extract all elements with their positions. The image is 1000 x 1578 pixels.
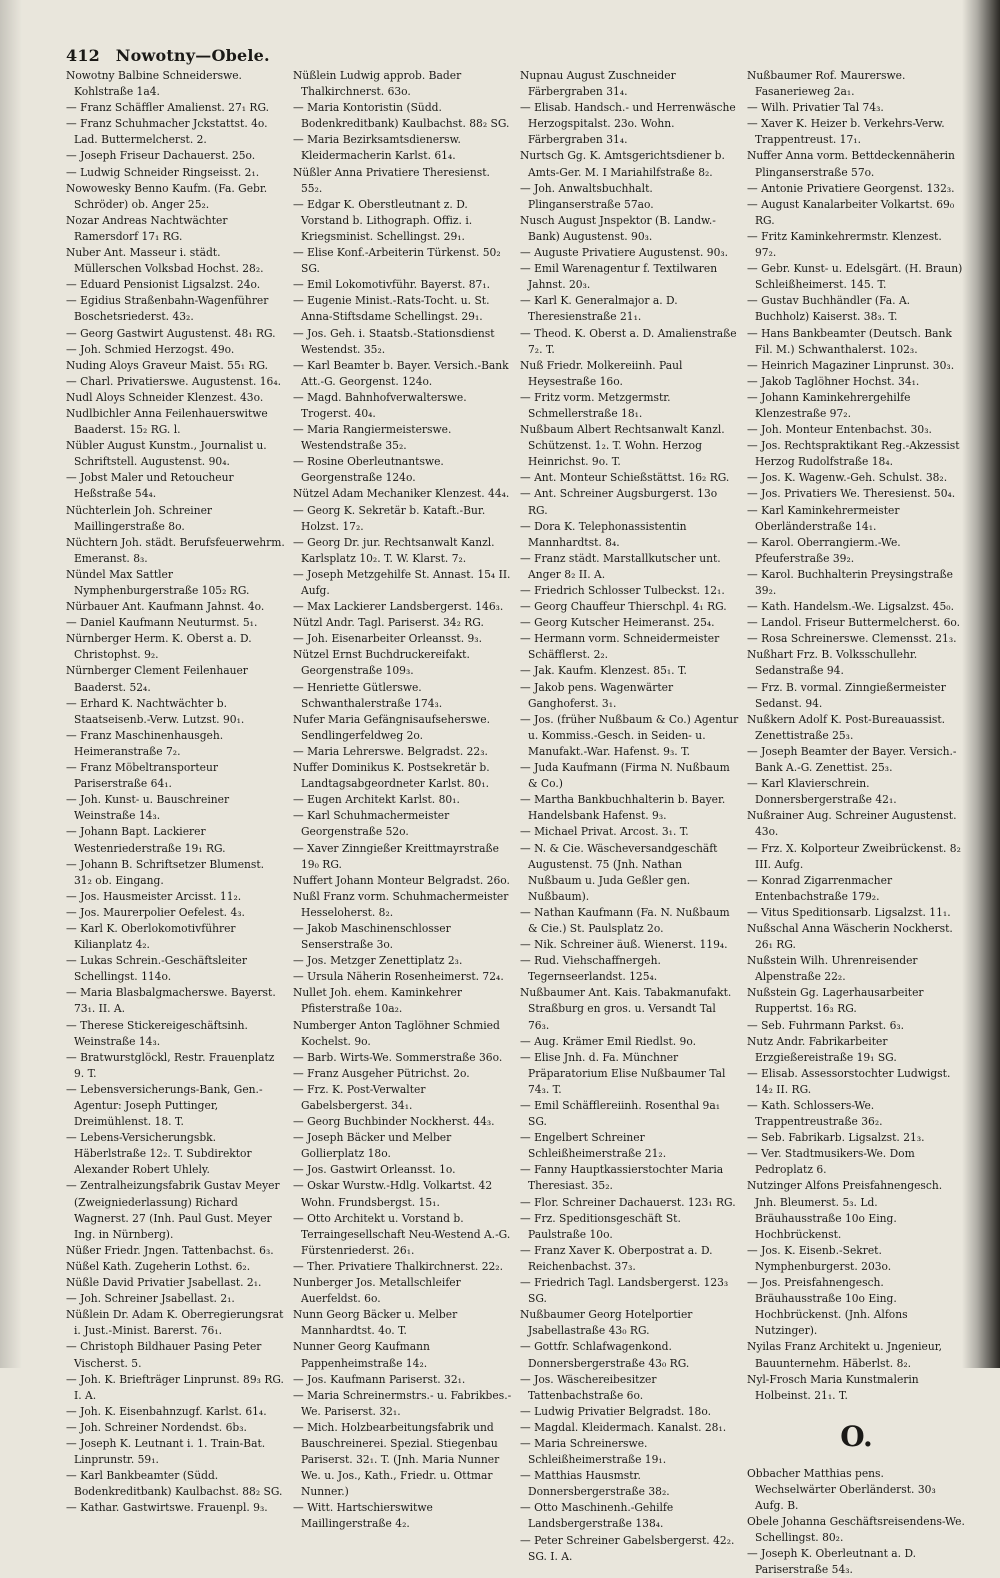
directory-entry: Nuffer Dominikus K. Postsekretär b. Landtagsabgeordneter Karlst. 80₁. xyxy=(293,761,490,791)
directory-entry: — Georg Dr. jur. Rechtsanwalt Kanzl. Karlsplatz 10₂. T. W. Klarst. 7₂. xyxy=(293,535,495,565)
directory-entry: — Franz städt. Marstallkutscher unt. Anger 8₂ II. A. xyxy=(520,551,721,581)
directory-entry: — Dora K. Telephonassistentin Mannhardtst. 8₄. xyxy=(520,519,687,549)
directory-entry: — Engelbert Schreiner Schleißheimerstraße 21₂. xyxy=(520,1131,667,1161)
directory-entry: — Ant. Schreiner Augsburgerst. 13o RG. xyxy=(520,487,718,517)
directory-entry: Nuß Friedr. Molkereiinh. Paul Heysestraße 16o. xyxy=(520,358,683,388)
directory-entry: Obbacher Matthias pens. Wechselwärter Oberländerst. 30₃ Aufg. B. xyxy=(747,1466,936,1512)
directory-entry: — Bratwurstglöckl, Restr. Frauenplatz 9. T. xyxy=(66,1050,275,1080)
directory-columns xyxy=(66,68,966,1577)
directory-entry: — Flor. Schreiner Dachauerst. 123₁ RG. xyxy=(520,1195,736,1209)
directory-entry: Nozar Andreas Nachtwächter Ramersdorf 17₁ RG. xyxy=(66,213,228,243)
directory-entry: — Franz Ausgeher Pütrichst. 2o. xyxy=(293,1066,470,1080)
section-letter-heading: O. xyxy=(840,1419,873,1453)
directory-entry: Nunner Georg Kaufmann Pappenheimstraße 14₂. xyxy=(293,1340,430,1370)
directory-entry: — Otto Maschinenh.-Gehilfe Landsbergerstraße 138₄. xyxy=(520,1501,674,1531)
directory-entry: — Eugenie Minist.-Rats-Tocht. u. St. Anna-Stiftsdame Schellingst. 29₁. xyxy=(293,294,490,324)
directory-entry: — Matthias Hausmstr. Donnersbergerstraße 38₂. xyxy=(520,1469,670,1499)
directory-entry: — Jos. K. Wagenw.-Geh. Schulst. 38₂. xyxy=(747,471,948,485)
directory-entry: — Joseph K. Oberleutnant a. D. Pariserstraße 54₃. xyxy=(747,1547,917,1577)
page-number: 412 xyxy=(66,46,100,65)
directory-entry: — Ursula Näherin Rosenheimerst. 72₄. xyxy=(293,970,504,984)
directory-entry: — Friedrich Tagl. Landsbergerst. 123₃ SG. xyxy=(520,1276,729,1306)
directory-entry: — Kathar. Gastwirtswe. Frauenpl. 9₃. xyxy=(66,1501,268,1515)
directory-entry: — Magd. Bahnhofverwalterswe. Trogerst. 40₄. xyxy=(293,390,467,420)
directory-entry: — Johann Kaminkehrergehilfe Klenzestraße 97₂. xyxy=(747,390,911,420)
directory-entry: — Jos. Kaufmann Pariserst. 32₁. xyxy=(293,1372,466,1386)
directory-entry: — Jakob Maschinenschlosser Senserstraße 3o. xyxy=(293,921,451,952)
directory-entry: — Gebr. Kunst- u. Edelsgärt. (H. Braun) Schleißheimerst. 145. T. xyxy=(747,262,963,292)
directory-entry: — Jos. Rechtspraktikant Reg.-Akzessist Herzog Rudolfstraße 18₄. xyxy=(747,439,960,469)
directory-entry: Nübler August Kunstm., Journalist u. Schriftstell. Augustenst. 90₄. xyxy=(66,439,267,469)
directory-entry: — Landol. Friseur Buttermelcherst. 6o. xyxy=(747,616,961,630)
directory-entry: — Joh. Schmied Herzogst. 49o. xyxy=(66,342,235,356)
directory-entry: — Jos. K. Eisenb.-Sekret. Nymphenburgerst. 203o. xyxy=(747,1243,892,1273)
directory-entry: — Johann Bapt. Lackierer Westenriederstraße 19₁ RG. xyxy=(66,825,226,855)
directory-entry: — Vitus Speditionsarb. Ligsalzst. 11₁. xyxy=(747,905,951,919)
directory-entry: — Gottfr. Schlafwagenkond. Donnersbergerstraße 43₀ RG. xyxy=(520,1340,690,1370)
directory-entry: — Fritz Kaminkehrermstr. Klenzest. 97₂. xyxy=(747,229,942,260)
directory-entry: — Martha Bankbuchhalterin b. Bayer. Handelsbank Hafenst. 9₃. xyxy=(520,793,726,823)
directory-entry: — Jos. Gastwirt Orleansst. 1o. xyxy=(293,1163,456,1177)
directory-entry: Nupnau August Zuschneider Färbergraben 31₄. xyxy=(520,69,676,99)
directory-entry: Nurtsch Gg. K. Amtsgerichtsdiener b. Amts-Ger. M. I Mariahilfstraße 8₂. xyxy=(520,149,725,179)
directory-entry: Nürbauer Ant. Kaufmann Jahnst. 4o. xyxy=(66,600,265,614)
directory-entry: — Elisab. Assessorstochter Ludwigst. 14₂ II. RG. xyxy=(747,1066,951,1096)
directory-entry: — Seb. Fuhrmann Parkst. 6₃. xyxy=(747,1018,905,1032)
directory-entry: Nüßle David Privatier Jsabellast. 2₁. xyxy=(66,1276,262,1290)
directory-entry: — Joseph Beamter der Bayer. Versich.-Bank A.-G. Zenettist. 25₃. xyxy=(747,744,957,775)
directory-entry: — Joseph Friseur Dachauerst. 25o. xyxy=(66,149,256,163)
directory-entry: — Charl. Privatierswe. Augustenst. 16₄. xyxy=(66,374,282,388)
directory-entry: — Frz. K. Post-Verwalter Gabelsbergerst. 34₁. xyxy=(293,1082,426,1112)
directory-column-4 xyxy=(747,68,966,1577)
running-title: Nowotny—Obele. xyxy=(115,46,270,65)
directory-entry: — Frz. B. vormal. Zinngießermeister Sedanst. 94. xyxy=(747,680,946,710)
directory-entry: Nußkern Adolf K. Post-Bureauassist. Zenettistraße 25₃. xyxy=(747,712,946,742)
directory-entry: — Mich. Holzbearbeitungsfabrik und Bauschreinerei. Spezial. Stiegenbau Pariserst. 32₁. T. (Jnh. Maria Nunner We. u. Jos., Kath., Friedr. u. Ottmar Nunner.) xyxy=(293,1420,500,1499)
directory-entry: — Jos. Metzger Zenettiplatz 2₃. xyxy=(293,954,463,968)
directory-entry: Nußbaumer Georg Hotelportier Jsabellastraße 43₀ RG. xyxy=(520,1308,693,1338)
directory-entry: — Maria Rangiermeisterswe. Westendstraße 35₂. xyxy=(293,423,452,453)
directory-entry: — Karl Bankbeamter (Südd. Bodenkreditbank) Kaulbachst. 88₂ SG. xyxy=(66,1469,283,1499)
directory-entry: Nußrainer Aug. Schreiner Augustenst. 43o. xyxy=(747,809,957,839)
directory-entry: Nußhart Frz. B. Volksschullehr. Sedanstraße 94. xyxy=(747,648,918,678)
directory-entry: — Max Lackierer Landsbergerst. 146₃. xyxy=(293,600,504,614)
directory-entry: Nündel Max Sattler Nymphenburgerstraße 105₂ RG. xyxy=(66,567,250,597)
directory-entry: — Rosine Oberleutnantswe. Georgenstraße 124o. xyxy=(293,455,444,485)
directory-entry: — Jos. Hausmeister Arcisst. 11₂. xyxy=(66,889,242,903)
directory-entry: — Oskar Wurstw.-Hdlg. Volkartst. 42 Wohn. Frundsbergst. 15₁. xyxy=(293,1179,493,1209)
directory-entry: — Jos. Geh. i. Staatsb.-Stationsdienst Westendst. 35₂. xyxy=(293,326,495,356)
directory-entry: — Frz. X. Kolporteur Zweibrückenst. 8₂ III. Aufg. xyxy=(747,841,961,871)
directory-entry: — Karl Schuhmachermeister Georgenstraße 52o. xyxy=(293,809,450,839)
directory-entry: — Egidius Straßenbahn-Wagenführer Boschetsriederst. 43₂. xyxy=(66,294,269,324)
directory-entry: — Joh. Kunst- u. Bauschreiner Weinstraße 14₃. xyxy=(66,793,230,823)
directory-entry: Nowotny Balbine Schneiderswe. Kohlstraße 1a4. xyxy=(66,69,242,99)
directory-entry: Obele Johanna Geschäftsreisendens-We. Schellingst. 80₂. xyxy=(747,1515,965,1545)
directory-entry: — Jos. Maurerpolier Oefelest. 4₃. xyxy=(66,905,245,919)
directory-entry: Numberger Anton Taglöhner Schmied Kochelst. 9o. xyxy=(293,1018,500,1048)
directory-entry: — Lebensversicherungs-Bank, Gen.-Agentur: Joseph Puttinger, Dreimühlenst. 18. T. xyxy=(66,1082,263,1129)
directory-entry: — Eduard Pensionist Ligsalzst. 24o. xyxy=(66,278,261,292)
directory-entry: — Georg K. Sekretär b. Kataft.-Bur. Holzst. 17₂. xyxy=(293,503,486,533)
directory-entry: — Karl K. Oberlokomotivführer Kilianplatz 4₂. xyxy=(66,921,236,952)
directory-entry: — Maria Bezirksamtsdienersw. Kleidermacherin Karlst. 61₄. xyxy=(293,133,461,163)
directory-entry: — Ludwig Privatier Belgradst. 18o. xyxy=(520,1404,711,1418)
directory-entry: — Georg Chauffeur Thierschpl. 4₁ RG. xyxy=(520,600,727,614)
directory-entry: — Antonie Privatiere Georgenst. 132₃. xyxy=(747,181,955,195)
directory-entry: Nüßlein Ludwig approb. Bader Thalkirchnerst. 63o. xyxy=(293,69,462,99)
directory-entry: — Nathan Kaufmann (Fa. N. Nußbaum & Cie.) St. Paulsplatz 2o. xyxy=(520,905,730,935)
directory-entry: Nüßler Anna Privatiere Theresienst. 55₂. xyxy=(293,165,490,195)
directory-entry: Nützel Ernst Buchdruckereifakt. Georgenstraße 109₃. xyxy=(293,648,470,678)
directory-entry: — Heinrich Magaziner Linprunst. 30₃. xyxy=(747,358,955,372)
directory-entry: — Jos. Wäschereibesitzer Tattenbachstraße 6o. xyxy=(520,1372,657,1402)
directory-entry: — Fanny Hauptkassierstochter Maria Theresiast. 35₂. xyxy=(520,1163,724,1193)
directory-entry: — Emil Warenagentur f. Textilwaren Jahnst. 20₃. xyxy=(520,262,718,292)
directory-entry: — Jak. Kaufm. Klenzest. 85₁. T. xyxy=(520,664,687,678)
directory-entry: — Maria Kontoristin (Südd. Bodenkreditbank) Kaulbachst. 88₂ SG. xyxy=(293,101,510,131)
directory-entry: — Jos. (früher Nußbaum & Co.) Agentur u. Kommiss.-Gesch. in Seiden- u. Manufakt.-War. Hafenst. 9₃. T. xyxy=(520,712,739,758)
directory-entry: — Zentralheizungsfabrik Gustav Meyer (Zweigniederlassung) Richard Wagnerst. 27 (Inh. Paul Gust. Meyer Ing. in Nürnberg). xyxy=(66,1179,280,1241)
directory-entry: — Emil Lokomotivführ. Bayerst. 87₁. xyxy=(293,278,491,292)
directory-entry: Nützel Adam Mechaniker Klenzest. 44₄. xyxy=(293,487,510,501)
directory-entry: Nuber Ant. Masseur i. städt. Müllerschen Volksbad Hochst. 28₂. xyxy=(66,246,264,276)
directory-entry: Nutz Andr. Fabrikarbeiter Erzgießereistraße 19₁ SG. xyxy=(747,1034,897,1064)
directory-entry: — Joh. Schreiner Nordendst. 6b₃. xyxy=(66,1420,247,1434)
directory-entry: — Joh. K. Briefträger Linprunst. 89₃ RG. I. A. xyxy=(66,1372,284,1402)
directory-entry: — Barb. Wirts-We. Sommerstraße 36o. xyxy=(293,1050,503,1064)
directory-entry: — Michael Privat. Arcost. 3₁. T. xyxy=(520,825,689,839)
directory-entry: — Wilh. Privatier Tal 74₃. xyxy=(747,101,884,115)
directory-entry: Nürnberger Clement Feilenhauer Baaderst. 52₄. xyxy=(66,664,248,694)
directory-entry: — Erhard K. Nachtwächter b. Staatseisenb.-Verw. Lutzst. 90₁. xyxy=(66,696,245,726)
directory-entry: Nußschal Anna Wäscherin Nockherst. 26₁ RG. xyxy=(747,921,953,952)
directory-entry: — Jos. Preisfahnengesch. Bräuhausstraße 10o Eing. Hochbrückenst. (Jnh. Alfons Nutzinger). xyxy=(747,1276,908,1338)
directory-entry: — Joh. Anwaltsbuchhalt. Plinganserstraße 57ao. xyxy=(520,181,654,211)
directory-entry: — Joseph Bäcker und Melber Gollierplatz 18o. xyxy=(293,1131,452,1161)
directory-entry: Nußstein Gg. Lagerhausarbeiter Ruppertst. 16₃ RG. xyxy=(747,986,924,1016)
directory-entry: — Xaver K. Heizer b. Verkehrs-Verw. Trappentreust. 17₁. xyxy=(747,117,945,147)
directory-entry: — Fritz vorm. Metzgermstr. Schmellerstraße 18₁. xyxy=(520,390,671,420)
directory-entry: — Franz Möbeltransporteur Pariserstraße 64₁. xyxy=(66,761,218,791)
directory-entry: — Xaver Zinngießer Kreittmayrstraße 19₀ RG. xyxy=(293,841,499,871)
directory-entry: Nüßlein Dr. Adam K. Oberregierungsrat i. Just.-Minist. Barerst. 76₁. xyxy=(66,1308,284,1338)
directory-entry: Nuffer Anna vorm. Bettdeckennäherin Plinganserstraße 57o. xyxy=(747,149,955,179)
directory-entry: — Joseph K. Leutnant i. 1. Train-Bat. Linprunstr. 59₁. xyxy=(66,1436,266,1467)
directory-entry: — Therese Stickereigeschäftsinh. Weinstraße 14₃. xyxy=(66,1018,248,1048)
directory-entry: — Joh. K. Eisenbahnzugf. Karlst. 61₄. xyxy=(66,1404,267,1418)
directory-entry: — Ther. Privatiere Thalkirchnerst. 22₂. xyxy=(293,1259,503,1273)
directory-entry: — Lukas Schrein.-Geschäftsleiter Schellingst. 114o. xyxy=(66,954,247,984)
directory-entry: — Christoph Bildhauer Pasing Peter Vischerst. 5. xyxy=(66,1340,262,1370)
directory-entry: — Joh. Monteur Entenbachst. 30₃. xyxy=(747,423,932,437)
directory-entry: — Eugen Architekt Karlst. 80₁. xyxy=(293,793,460,807)
directory-entry: Nufer Maria Gefängnisaufseherswe. Sendlingerfeldweg 2o. xyxy=(293,712,491,742)
directory-entry: — Hermann vorm. Schneidermeister Schäfflerst. 2₂. xyxy=(520,632,720,662)
directory-entry: — Karol. Oberrangierm.-We. Pfeuferstraße 39₂. xyxy=(747,535,901,565)
directory-entry: — Maria Schreinermstrs.- u. Fabrikbes.-We. Pariserst. 32₁. xyxy=(293,1388,512,1418)
directory-entry: — Hans Bankbeamter (Deutsch. Bank Fil. M.) Schwanthalerst. 102₃. xyxy=(747,326,952,356)
directory-entry: — Elise Jnh. d. Fa. Münchner Präparatorium Elise Nußbaumer Tal 74₃. T. xyxy=(520,1050,726,1096)
directory-entry: — Elisab. Handsch.- und Herrenwäsche Herzogspitalst. 23o. Wohn. Färbergraben 31₄. xyxy=(520,101,736,147)
directory-entry: — Joh. Schreiner Jsabellast. 2₁. xyxy=(66,1292,235,1306)
directory-entry: — Jobst Maler und Retoucheur Heßstraße 54₄. xyxy=(66,471,234,501)
directory-entry: Nürnberger Herm. K. Oberst a. D. Christophst. 9₂. xyxy=(66,632,252,662)
directory-entry: Nüßer Friedr. Jngen. Tattenbachst. 6₃. xyxy=(66,1243,274,1257)
page-gutter-shadow xyxy=(0,0,22,1368)
directory-entry: — Georg Kutscher Heimeranst. 25₄. xyxy=(520,616,715,630)
directory-entry: — Franz Schäffler Amalienst. 27₁ RG. xyxy=(66,101,270,115)
directory-entry: — Emil Schäfflereiinh. Rosenthal 9a₁ SG. xyxy=(520,1099,720,1129)
directory-entry: — Friedrich Schlosser Tulbeckst. 12₁. xyxy=(520,584,725,597)
directory-entry: — Karl Kaminkehrermeister Oberländerstraße 14₁. xyxy=(747,503,900,533)
directory-entry: — Franz Schuhmacher Jckstattst. 4o. Lad. Buttermelcherst. 2. xyxy=(66,117,268,147)
directory-entry: Nyilas Franz Architekt u. Jngenieur, Bauunternehm. Häberlst. 8₂. xyxy=(747,1340,943,1370)
directory-entry: — August Kanalarbeiter Volkartst. 69₀ RG. xyxy=(747,197,955,227)
directory-entry: — Joseph Metzgehilfe St. Annast. 15₄ II. Aufg. xyxy=(293,567,511,597)
directory-entry: — Lebens-Versicherungsbk. Häberlstraße 12₂. T. Subdirektor Alexander Robert Uhlely. xyxy=(66,1131,252,1177)
page-edge-shadow xyxy=(962,0,1000,1368)
directory-entry: Nützl Andr. Tagl. Pariserst. 34₂ RG. xyxy=(293,616,484,630)
directory-entry: Nunn Georg Bäcker u. Melber Mannhardtst. 4o. T. xyxy=(293,1308,458,1338)
directory-entry: — Theod. K. Oberst a. D. Amalienstraße 7₂. T. xyxy=(520,326,737,356)
directory-entry: — Peter Schreiner Gabelsbergerst. 42₂. SG. I. A. xyxy=(520,1533,735,1563)
directory-entry: — Karl K. Generalmajor a. D. Theresienstraße 21₁. xyxy=(520,294,678,324)
directory-entry: — Aug. Krämer Emil Riedlst. 9o. xyxy=(520,1034,696,1048)
directory-column-3 xyxy=(520,68,739,1563)
directory-entry: — Daniel Kaufmann Neuturmst. 5₁. xyxy=(66,616,258,630)
directory-entry: — Gustav Buchhändler (Fa. A. Buchholz) Kaiserst. 38₃. T. xyxy=(747,294,911,324)
directory-entry: Nußbaumer Ant. Kais. Tabakmanufakt. Straßburg en gros. u. Versandt Tal 76₃. xyxy=(520,986,732,1032)
directory-entry: Nüßel Kath. Zugeherin Lothst. 6₂. xyxy=(66,1259,251,1273)
directory-entry: — Elise Konf.-Arbeiterin Türkenst. 50₂ SG. xyxy=(293,246,501,276)
directory-entry: — Jos. Privatiers We. Theresienst. 50₄. xyxy=(747,487,956,501)
directory-entry: — Johann B. Schriftsetzer Blumenst. 31₂ ob. Eingang. xyxy=(66,857,265,887)
directory-entry: Nusch August Jnspektor (B. Landw.-Bank) Augustenst. 90₃. xyxy=(520,213,716,243)
directory-entry: — Karol. Buchhalterin Preysingstraße 39₂. xyxy=(747,567,953,597)
directory-entry: — Franz Xaver K. Oberpostrat a. D. Reichenbachst. 37₃. xyxy=(520,1243,713,1273)
directory-entry: — Joh. Eisenarbeiter Orleansst. 9₃. xyxy=(293,632,482,646)
directory-entry: — Maria Blasbalgmacherswe. Bayerst. 73₁. II. A. xyxy=(66,986,276,1016)
running-header xyxy=(66,46,946,68)
directory-entry: — Kath. Schlossers-We. Trappentreustraße 36₂. xyxy=(747,1099,883,1129)
directory-entry: Nullet Joh. ehem. Kaminkehrer Pfisterstraße 10a₂. xyxy=(293,986,462,1016)
directory-entry: — Rosa Schreinerswe. Clemensst. 21₃. xyxy=(747,632,957,646)
directory-entry: Nunberger Jos. Metallschleifer Auerfeldst. 6o. xyxy=(293,1276,461,1306)
directory-entry: — Witt. Hartschierswitwe Maillingerstraße 4₂. xyxy=(293,1501,433,1531)
directory-entry: — Maria Lehrerswe. Belgradst. 22₃. xyxy=(293,744,488,758)
directory-entry: Nutzinger Alfons Preisfahnengesch. Jnh. Bleumerst. 5₃. Ld. Bräuhausstraße 10o Eing. Hochbrückenst. xyxy=(747,1179,943,1241)
directory-entry: — Jakob Taglöhner Hochst. 34₁. xyxy=(747,374,920,388)
directory-entry: Nußstein Wilh. Uhrenreisender Alpenstraße 22₂. xyxy=(747,954,918,984)
directory-entry: — Edgar K. Oberstleutnant z. D. Vorstand b. Lithograph. Offiz. i. Kriegsminist. Schellingst. 29₁. xyxy=(293,197,473,243)
directory-column-1 xyxy=(66,68,285,1515)
directory-entry: — Rud. Viehschaffnergeh. Tegernseerlandst. 125₄. xyxy=(520,954,661,984)
directory-entry: — Henriette Gütlerswe. Schwanthalerstraße 174₃. xyxy=(293,680,443,710)
directory-entry: — Juda Kaufmann (Firma N. Nußbaum & Co.) xyxy=(520,761,730,791)
directory-entry: — Frz. Speditionsgeschäft St. Paulstraße 10o. xyxy=(520,1211,681,1241)
directory-entry: Nudl Aloys Schneider Klenzest. 43o. xyxy=(66,390,264,404)
directory-entry: Nüchterlein Joh. Schreiner Maillingerstraße 8o. xyxy=(66,503,213,533)
directory-entry: Nuding Aloys Graveur Maist. 55₁ RG. xyxy=(66,358,269,372)
directory-entry: — Konrad Zigarrenmacher Entenbachstraße 179₂. xyxy=(747,873,893,903)
directory-entry: — Karl Beamter b. Bayer. Versich.-Bank Att.-G. Georgenst. 124o. xyxy=(293,358,509,388)
directory-entry: — Magdal. Kleidermach. Kanalst. 28₁. xyxy=(520,1420,727,1434)
directory-entry: — Kath. Handelsm.-We. Ligsalzst. 45₀. xyxy=(747,600,954,614)
directory-entry: — Seb. Fabrikarb. Ligsalzst. 21₃. xyxy=(747,1131,925,1145)
directory-entry: Nowowesky Benno Kaufm. (Fa. Gebr. Schröder) ob. Anger 25₂. xyxy=(66,181,268,211)
directory-entry: Nuffert Johann Monteur Belgradst. 26o. xyxy=(293,873,510,887)
directory-entry: — Ludwig Schneider Ringseisst. 2₁. xyxy=(66,165,260,179)
directory-entry: — N. & Cie. Wäscheversandgeschäft Augustenst. 75 (Jnh. Nathan Nußbaum u. Juda Geßler gen. Nußbaum). xyxy=(520,841,718,903)
directory-entry: Nußbaumer Rof. Maurerswe. Fasanerieweg 2a₁. xyxy=(747,69,906,99)
directory-entry: — Maria Schreinerswe. Schleißheimerstraße 19₁. xyxy=(520,1436,667,1467)
directory-entry: — Otto Architekt u. Vorstand b. Terraingesellschaft Neu-Westend A.-G. Fürstenriederst. 26₁. xyxy=(293,1211,511,1257)
directory-entry: — Auguste Privatiere Augustenst. 90₃. xyxy=(520,246,729,260)
directory-entry: Nyl-Frosch Maria Kunstmalerin Holbeinst. 21₁. T. xyxy=(747,1372,919,1402)
directory-entry: — Ver. Stadtmusikers-We. Dom Pedroplatz 6. xyxy=(747,1147,915,1177)
directory-entry: — Franz Maschinenhausgeh. Heimeranstraße 7₂. xyxy=(66,728,224,758)
directory-entry: Nußl Franz vorm. Schuhmachermeister Hesseloherst. 8₂. xyxy=(293,889,509,919)
directory-entry: — Georg Buchbinder Nockherst. 44₃. xyxy=(293,1115,495,1129)
directory-entry: Nußbaum Albert Rechtsanwalt Kanzl. Schützenst. 1₂. T. Wohn. Herzog Heinrichst. 9o. T. xyxy=(520,423,725,469)
directory-entry: Nüchtern Joh. städt. Berufsfeuerwehrm. Emeranst. 8₃. xyxy=(66,535,285,565)
directory-entry: — Jakob pens. Wagenwärter Ganghoferst. 3₁. xyxy=(520,680,674,710)
directory-column-2 xyxy=(293,68,512,1531)
directory-entry: Nudlbichler Anna Feilenhauerswitwe Baaderst. 15₂ RG. l. xyxy=(66,406,268,437)
directory-entry: — Georg Gastwirt Augustenst. 48₁ RG. xyxy=(66,326,276,340)
directory-entry: — Karl Klavierschrein. Donnersbergerstraße 42₁. xyxy=(747,777,897,807)
directory-entry: — Nik. Schreiner äuß. Wienerst. 119₄. xyxy=(520,938,728,952)
directory-entry: — Ant. Monteur Schießstättst. 16₂ RG. xyxy=(520,471,730,485)
